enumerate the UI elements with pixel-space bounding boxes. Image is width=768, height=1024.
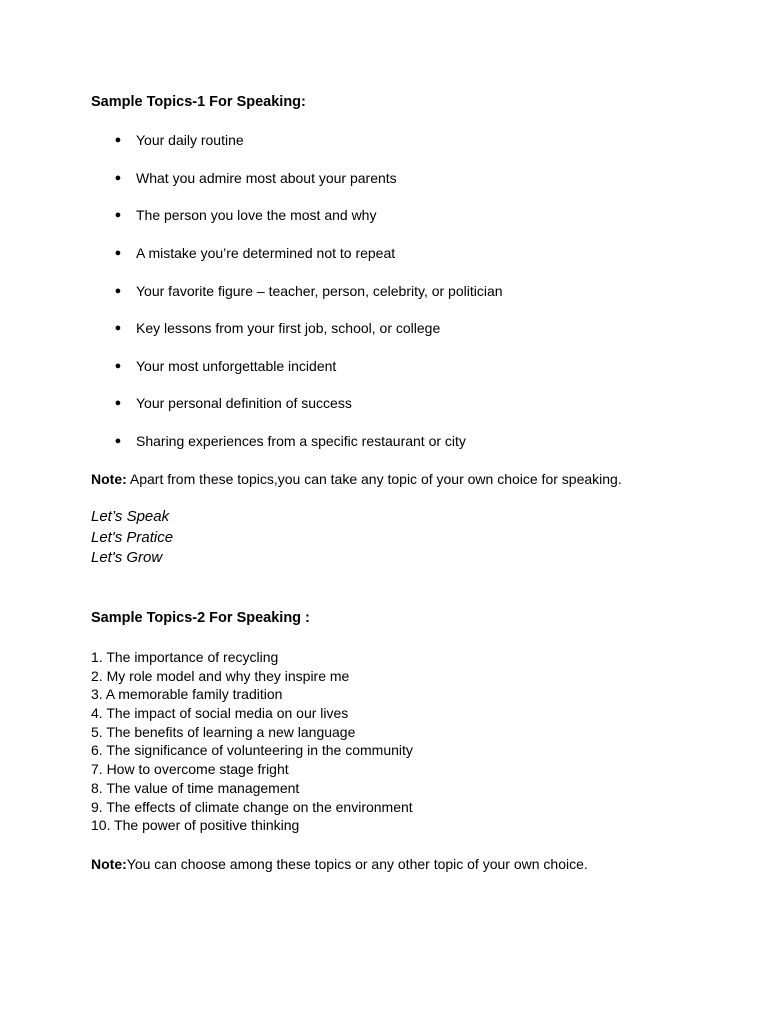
slogan-line: Let's Pratice: [91, 528, 174, 546]
bullet-list-item: [0, 131, 768, 149]
section2-numbered-list: [91, 648, 413, 835]
bullet-list-item: [0, 357, 768, 375]
bullet-icon: ●: [114, 397, 122, 409]
numbered-list-item: 10. The power of positive thinking: [91, 817, 300, 834]
numbered-list-item: 6. The significance of volunteering in the community: [91, 742, 413, 759]
numbered-list-item: 2. My role model and why they inspire me: [91, 667, 350, 684]
numbered-list-item: 7. How to overcome stage fright: [91, 761, 289, 778]
bullet-icon: ●: [114, 247, 122, 259]
numbered-list-item: 9. The effects of climate change on the environment: [91, 798, 413, 815]
bullet-list-item: [0, 432, 768, 450]
numbered-list-item: 8. The value of time management: [91, 779, 300, 796]
bullet-list-item: [0, 244, 768, 262]
slogan-line: Let's Grow: [91, 549, 163, 566]
bullet-icon: ●: [114, 360, 122, 372]
bullet-item-text: Key lessons from your first job, school, or college: [136, 320, 441, 336]
numbered-list-item: 1. The importance of recycling: [91, 649, 279, 665]
bullet-item-text: A mistake you’re determined not to repeat: [136, 245, 396, 261]
note-text: Apart from these topics,you can take any topic of your own choice for speaking.: [126, 471, 622, 487]
bullet-icon: ●: [114, 172, 122, 184]
numbered-list-item: 5. The benefits of learning a new language: [91, 723, 356, 740]
bullet-list-item: [0, 394, 768, 412]
section1-note: [91, 470, 622, 488]
slogan-block: [91, 507, 173, 569]
section1-heading: Sample Topics-1 For Speaking:: [91, 94, 306, 110]
bullet-list-item: [0, 169, 768, 187]
bullet-item-text: Your personal definition of success: [136, 395, 352, 411]
section2-note: [91, 855, 588, 873]
note-label: Note:: [91, 856, 127, 872]
slogan-line: Let’s Speak: [91, 508, 170, 525]
bullet-item-text: Your most unforgettable incident: [136, 358, 337, 374]
bullet-list-item: [0, 319, 768, 337]
note-text: You can choose among these topics or any other topic of your own choice.: [126, 856, 588, 872]
bullet-list-item: [0, 206, 768, 224]
bullet-item-text: The person you love the most and why: [136, 207, 377, 223]
bullet-icon: ●: [114, 285, 122, 297]
numbered-list-item: 3. A memorable family tradition: [91, 686, 283, 703]
bullet-icon: ●: [114, 435, 122, 447]
section2-heading: Sample Topics-2 For Speaking :: [91, 610, 310, 626]
bullet-icon: ●: [114, 134, 122, 146]
bullet-item-text: Sharing experiences from a specific restaurant or city: [136, 433, 466, 449]
bullet-item-text: What you admire most about your parents: [136, 170, 397, 186]
note-label: Note:: [91, 471, 127, 487]
bullet-item-text: Your favorite figure – teacher, person, celebrity, or politician: [136, 283, 503, 299]
numbered-list-item: 4. The impact of social media on our lives: [91, 705, 349, 722]
bullet-list-item: [0, 282, 768, 300]
bullet-icon: ●: [114, 322, 122, 334]
bullet-item-text: Your daily routine: [136, 132, 244, 148]
bullet-icon: ●: [114, 209, 122, 221]
